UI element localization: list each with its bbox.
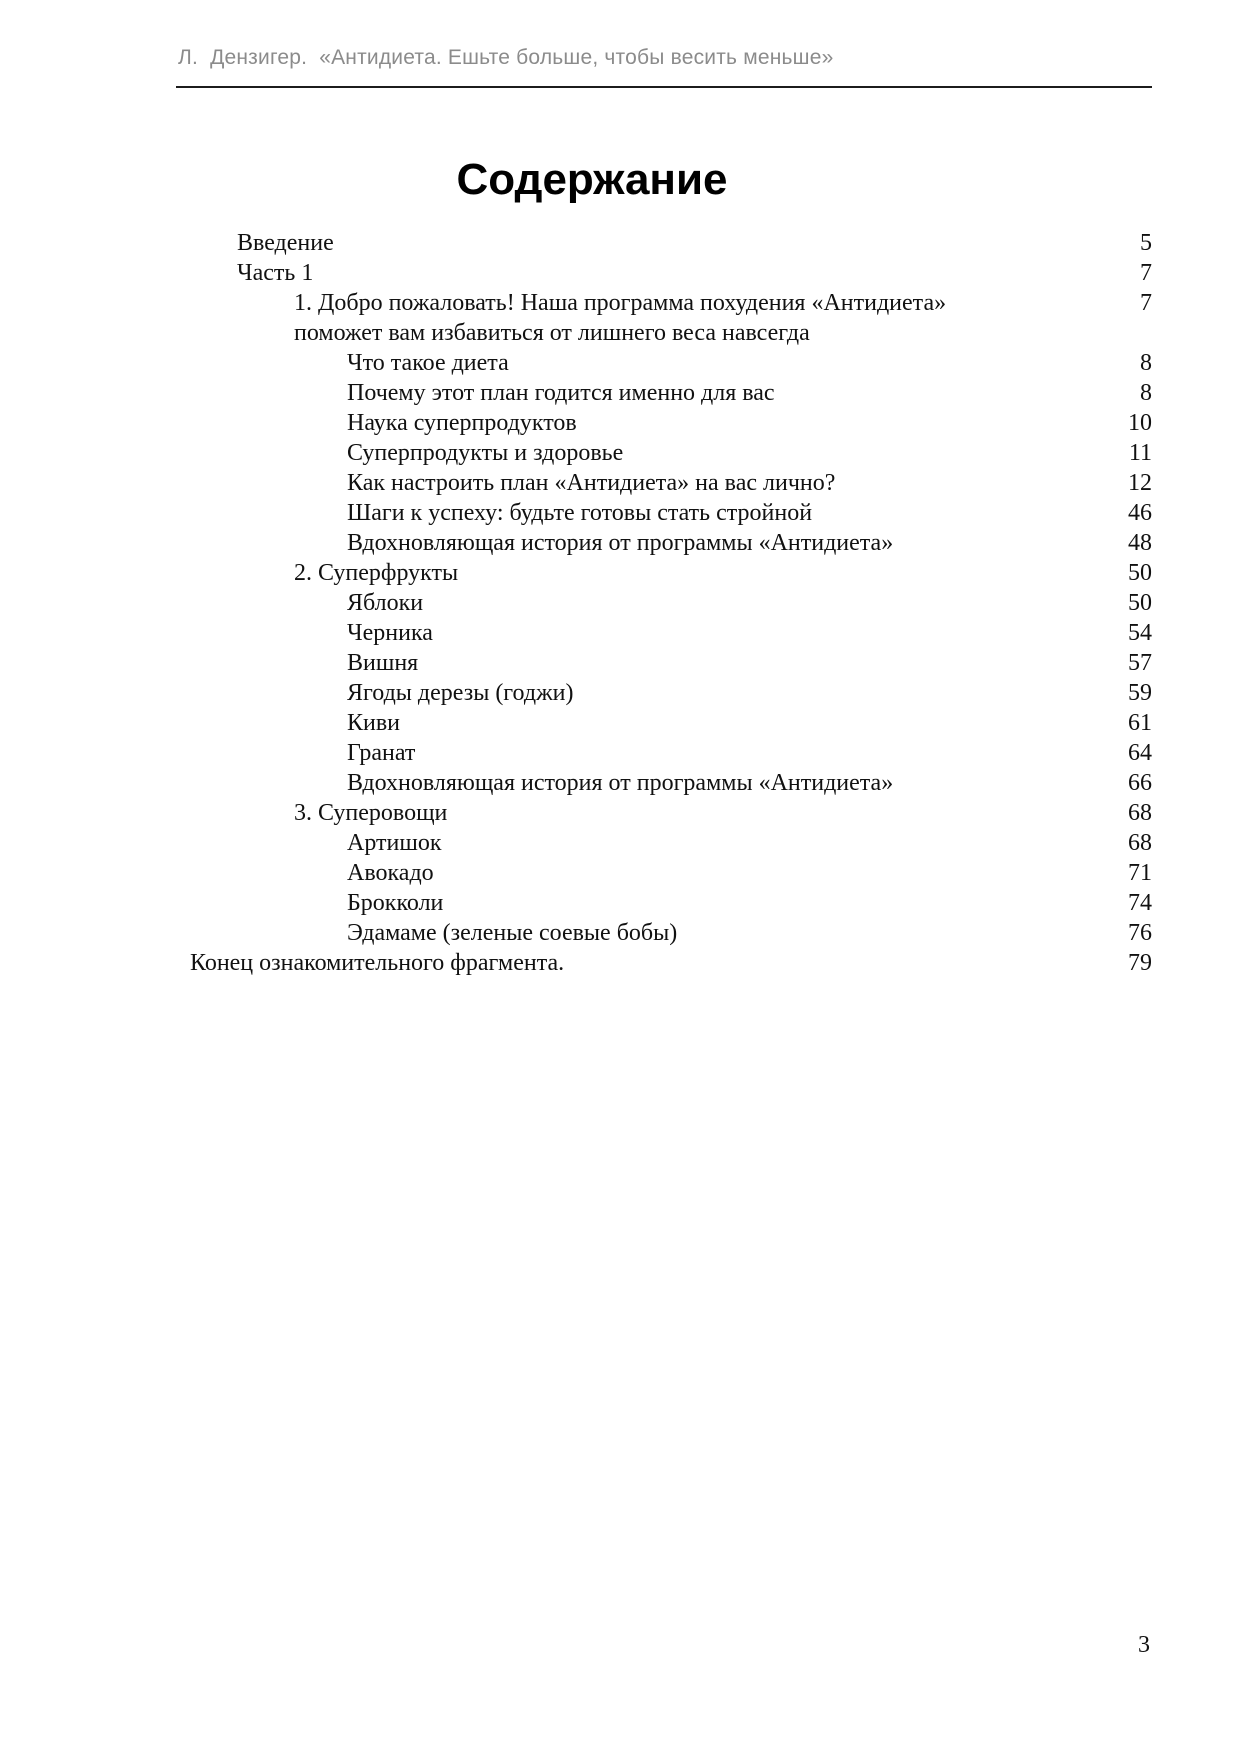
toc-entry-title: Яблоки bbox=[347, 590, 424, 616]
toc-entry-page: 64 bbox=[1128, 740, 1152, 766]
toc-entry-title: 3. Суперовощи bbox=[294, 800, 448, 826]
toc-row[interactable] bbox=[190, 858, 1152, 888]
toc-entry-title: Почему этот план годится именно для вас bbox=[347, 380, 775, 406]
toc-entry-page: 57 bbox=[1128, 650, 1152, 676]
toc-entry-page: 61 bbox=[1128, 710, 1152, 736]
toc-entry-page: 76 bbox=[1128, 920, 1152, 946]
toc-entry-page: 48 bbox=[1128, 530, 1152, 556]
footer-page-number: 3 bbox=[1138, 1632, 1150, 1658]
toc-entry-title: Суперпродукты и здоровье bbox=[347, 440, 624, 466]
toc-row[interactable] bbox=[190, 588, 1152, 618]
toc-entry-title: Конец ознакомительного фрагмента. bbox=[190, 950, 565, 976]
toc-row[interactable] bbox=[190, 768, 1152, 798]
toc-entry-page: 50 bbox=[1128, 590, 1152, 616]
toc-entry-title: Вдохновляющая история от программы «Антидиета» bbox=[347, 530, 894, 556]
toc-entry-page: 79 bbox=[1128, 950, 1152, 976]
toc-entry-page: 7 bbox=[1140, 260, 1152, 286]
toc-list bbox=[190, 228, 1152, 978]
toc-row[interactable] bbox=[190, 228, 1152, 258]
toc-entry-page: 66 bbox=[1128, 770, 1152, 796]
toc-entry-title: Вдохновляющая история от программы «Антидиета» bbox=[347, 770, 894, 796]
toc-entry-title: Авокадо bbox=[347, 860, 434, 886]
toc-row[interactable] bbox=[190, 468, 1152, 498]
page-title: Содержание bbox=[456, 155, 728, 205]
toc-entry-title: Киви bbox=[347, 710, 401, 736]
toc-entry-title: Что такое диета bbox=[347, 350, 509, 376]
toc-entry-title: Вишня bbox=[347, 650, 419, 676]
toc-row[interactable] bbox=[190, 798, 1152, 828]
header-divider bbox=[176, 86, 1152, 88]
toc-entry-page: 54 bbox=[1128, 620, 1152, 646]
toc-row[interactable] bbox=[190, 678, 1152, 708]
toc-row[interactable] bbox=[190, 408, 1152, 438]
toc-row[interactable] bbox=[190, 378, 1152, 408]
toc-entry-page: 10 bbox=[1128, 410, 1152, 436]
toc-entry-title: 2. Суперфрукты bbox=[294, 560, 459, 586]
toc-entry-title: Брокколи bbox=[347, 890, 444, 916]
toc-entry-title: Артишок bbox=[347, 830, 442, 856]
toc-entry-title: Шаги к успеху: будьте готовы стать стройной bbox=[347, 500, 813, 526]
toc-entry-title: Как настроить план «Антидиета» на вас лично? bbox=[347, 470, 836, 496]
toc-entry-page: 7 bbox=[1140, 290, 1152, 316]
toc-entry-page: 8 bbox=[1140, 380, 1152, 406]
toc-row[interactable] bbox=[190, 918, 1152, 948]
toc-entry-title: Ягоды дерезы (годжи) bbox=[347, 680, 574, 706]
toc-row[interactable] bbox=[190, 618, 1152, 648]
toc-entry-page: 12 bbox=[1128, 470, 1152, 496]
running-header: Л. Дензигер. «Антидиета. Ешьте больше, чтобы весить меньше» bbox=[178, 46, 834, 69]
toc-row[interactable] bbox=[190, 498, 1152, 528]
toc-entry-page: 5 bbox=[1140, 230, 1152, 256]
toc-entry-page: 68 bbox=[1128, 830, 1152, 856]
toc-entry-page: 50 bbox=[1128, 560, 1152, 586]
toc-entry-page: 68 bbox=[1128, 800, 1152, 826]
toc-row[interactable] bbox=[190, 438, 1152, 468]
toc-row[interactable] bbox=[190, 948, 1152, 978]
toc-row[interactable] bbox=[190, 828, 1152, 858]
toc-entry-page: 59 bbox=[1128, 680, 1152, 706]
toc-row[interactable] bbox=[190, 348, 1152, 378]
toc-entry-title: Введение bbox=[237, 230, 334, 256]
toc-row[interactable] bbox=[190, 708, 1152, 738]
toc-entry-title: Часть 1 bbox=[237, 260, 314, 286]
toc-row[interactable] bbox=[190, 648, 1152, 678]
toc-entry-title: 1. Добро пожаловать! Наша программа похудения «Антидиета» поможет вам избавиться от лишнего веса навсегда bbox=[294, 290, 947, 346]
toc-row[interactable] bbox=[190, 258, 1152, 288]
toc-entry-page: 11 bbox=[1128, 440, 1152, 466]
toc-entry-page: 71 bbox=[1128, 860, 1152, 886]
toc-row[interactable] bbox=[190, 558, 1152, 588]
toc-row[interactable] bbox=[190, 288, 1152, 348]
toc-entry-page: 74 bbox=[1128, 890, 1152, 916]
toc-entry-title: Наука суперпродуктов bbox=[347, 410, 577, 436]
toc-row[interactable] bbox=[190, 528, 1152, 558]
toc-row[interactable] bbox=[190, 738, 1152, 768]
toc-entry-title: Эдамаме (зеленые соевые бобы) bbox=[347, 920, 678, 946]
toc-entry-page: 8 bbox=[1140, 350, 1152, 376]
toc-entry-page: 46 bbox=[1128, 500, 1152, 526]
toc-row[interactable] bbox=[190, 888, 1152, 918]
toc-entry-title: Черника bbox=[347, 620, 433, 646]
toc-entry-title: Гранат bbox=[347, 740, 416, 766]
